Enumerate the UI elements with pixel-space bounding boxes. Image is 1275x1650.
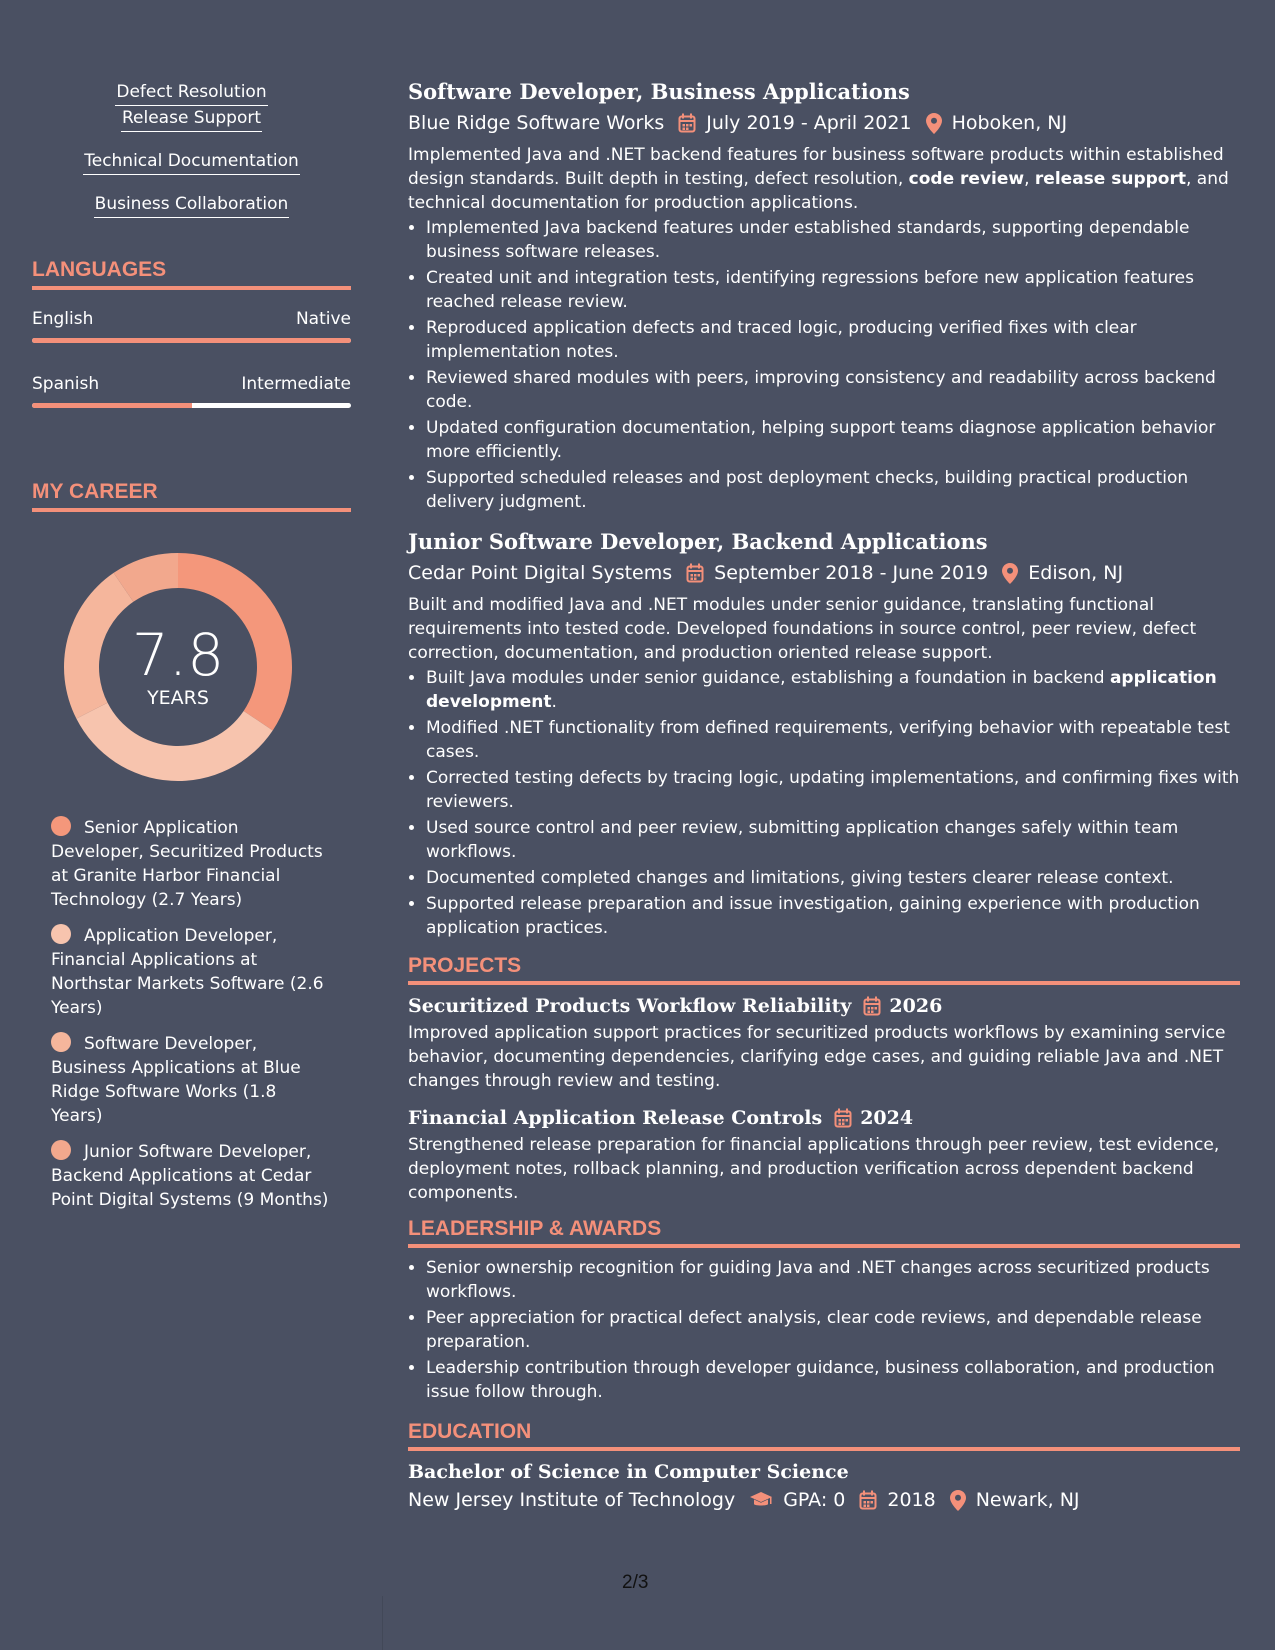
project-description: Improved application support practices for securitized products workflows by examining service behavior, documenting dependencies, clarifying edge cases, and guiding reliable Java and .NET changes through review and testing. [408, 1023, 1226, 1091]
project-year: 2026 [889, 995, 943, 1017]
project-entry [408, 993, 1240, 1093]
bullet-item: • Built Java modules under senior guidance, establishing a foundation in backend application development. [426, 666, 1240, 714]
job-bullets [408, 216, 1240, 514]
bullet-item: • Updated configuration documentation, helping support teams diagnose application behavior more efficiently. [426, 416, 1240, 464]
school-name: New Jersey Institute of Technology [408, 1489, 736, 1511]
education-heading: EDUCATION [408, 1420, 1240, 1451]
location-pin-icon [1002, 563, 1018, 584]
bullet-item: • Reproduced application defects and traced logic, producing verified fixes with clear implementation notes. [426, 316, 1240, 364]
career-legend-item [51, 816, 331, 912]
project-title: Financial Application Release Controls [408, 1107, 823, 1129]
project-year: 2024 [860, 1107, 914, 1129]
language-name: Spanish [32, 374, 100, 394]
language-item [32, 308, 351, 343]
project-title: Securitized Products Workflow Reliability [408, 995, 852, 1017]
bullet-item: • Peer appreciation for practical defect analysis, clear code reviews, and dependable release preparation. [426, 1306, 1240, 1354]
legend-dot [51, 1140, 71, 1160]
bullet-item: • Corrected testing defects by tracing logic, updating implementations, and confirming fixes with reviewers. [426, 766, 1240, 814]
languages-heading: LANGUAGES [32, 258, 351, 290]
skill-tag: Defect Resolution [115, 80, 267, 106]
career-legend [32, 816, 351, 1212]
legend-dot [51, 1032, 71, 1052]
language-proficiency-fill [32, 403, 192, 408]
location-pin-icon [950, 1490, 966, 1511]
leadership-heading: LEADERSHIP & AWARDS [408, 1217, 1240, 1248]
bullet-item: • Supported scheduled releases and post deployment checks, building practical production delivery judgment. [426, 466, 1240, 514]
column-divider [382, 1596, 383, 1650]
career-legend-item [51, 1032, 331, 1128]
career-total-value: 7.8 [131, 621, 225, 689]
bullet-item: • Reviewed shared modules with peers, improving consistency and readability across backend code. [426, 366, 1240, 414]
career-legend-label: Application Developer, Financial Applications at Northstar Markets Software (2.6 Years) [51, 926, 324, 1018]
career-total-unit: YEARS [147, 687, 209, 709]
bullet-item: • Modified .NET functionality from defined requirements, verifying behavior with repeatable test cases. [426, 716, 1240, 764]
calendar-icon [834, 1108, 852, 1128]
language-level: Native [295, 309, 351, 329]
job-meta [408, 559, 1240, 587]
language-proficiency-bar [32, 403, 351, 408]
graduation-year: 2018 [887, 1489, 936, 1511]
calendar-icon [686, 563, 704, 583]
bullet-item: • Documented completed changes and limitations, giving testers clearer release context. [426, 866, 1240, 890]
language-level: Intermediate [241, 374, 351, 394]
school-location: Newark, NJ [975, 1489, 1080, 1511]
language-item [32, 373, 351, 408]
skills-list [32, 80, 351, 218]
calendar-icon [859, 1490, 877, 1510]
language-proficiency-fill [32, 338, 351, 343]
location-pin-icon [926, 113, 942, 134]
career-legend-label: Software Developer, Business Applications at Blue Ridge Software Works (1.8 Years) [51, 1034, 301, 1126]
skill-tag: Technical Documentation [83, 149, 300, 175]
language-name: English [32, 309, 94, 329]
career-legend-label: Senior Application Developer, Securitized Products at Granite Harbor Financial Technology (2.7 Years) [51, 818, 323, 910]
company-name: Blue Ridge Software Works [408, 112, 665, 134]
calendar-icon [863, 996, 881, 1016]
calendar-icon [678, 113, 696, 133]
project-entry [408, 1105, 1240, 1205]
project-description: Strengthened release preparation for financial applications through peer review, test evidence, deployment notes, rollback planning, and production verification across dependent backend components. [408, 1135, 1220, 1203]
experience-entry [408, 78, 1240, 514]
main-content [408, 78, 1240, 1514]
gpa: GPA: 0 [783, 1489, 846, 1511]
bullet-item: • Leadership contribution through developer guidance, business collaboration, and production issue follow through. [426, 1356, 1240, 1404]
language-proficiency-bar [32, 338, 351, 343]
job-location: Edison, NJ [1028, 562, 1124, 584]
job-summary: Implemented Java and .NET backend features for business software products within established design standards. Built depth in testing, defect resolution, code review, release support, and technical documentation for production applications. [408, 145, 1229, 213]
career-legend-label: Junior Software Developer, Backend Applications at Cedar Point Digital Systems (9 Months) [51, 1142, 329, 1210]
legend-dot [51, 816, 71, 836]
skill-tag: Business Collaboration [94, 192, 290, 218]
sidebar [32, 80, 351, 1224]
job-location: Hoboken, NJ [951, 112, 1068, 134]
bullet-item: • Created unit and integration tests, identifying regressions before new application features reached release review. [426, 266, 1240, 314]
job-title: Software Developer, Business Applications [408, 79, 910, 104]
career-heading: MY CAREER [32, 480, 351, 512]
education-meta [408, 1486, 1240, 1514]
graduation-cap-icon [749, 1491, 773, 1509]
degree-title: Bachelor of Science in Computer Science [408, 1461, 849, 1483]
job-dates: July 2019 - April 2021 [706, 112, 912, 134]
career-legend-item [51, 1140, 331, 1212]
career-donut-chart [63, 552, 293, 782]
bullet-item: • Supported release preparation and issue investigation, gaining experience with production application practices. [426, 892, 1240, 940]
legend-dot [51, 924, 71, 944]
leadership-list [408, 1256, 1240, 1404]
skill-tag: Release Support [121, 106, 262, 132]
company-name: Cedar Point Digital Systems [408, 562, 673, 584]
job-bullets [408, 666, 1240, 940]
bullet-item: • Senior ownership recognition for guiding Java and .NET changes across securitized products workflows. [426, 1256, 1240, 1304]
page-number: 2/3 [622, 1572, 649, 1593]
job-meta [408, 109, 1240, 137]
job-title: Junior Software Developer, Backend Applications [408, 529, 988, 554]
career-legend-item [51, 924, 331, 1020]
experience-entry [408, 528, 1240, 940]
job-summary: Built and modified Java and .NET modules under senior guidance, translating functional requirements into tested code. Developed foundations in source control, peer review, defect correction, documentation, and production oriented release support. [408, 595, 1197, 663]
bullet-item: • Implemented Java backend features under established standards, supporting dependable business software releases. [426, 216, 1240, 264]
bullet-item: • Used source control and peer review, submitting application changes safely within team workflows. [426, 816, 1240, 864]
job-dates: September 2018 - June 2019 [714, 562, 989, 584]
projects-heading: PROJECTS [408, 954, 1240, 985]
